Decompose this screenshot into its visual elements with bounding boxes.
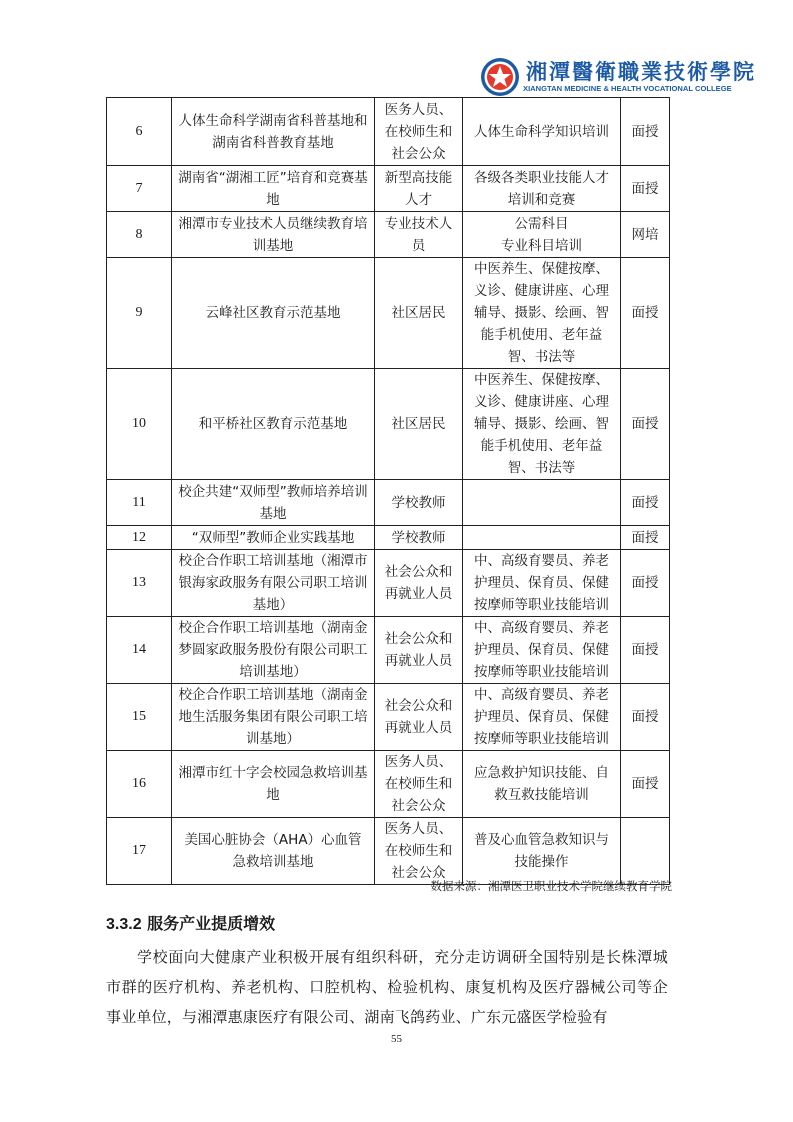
training-content: 各级各类职业技能人才培训和竞赛: [463, 166, 621, 212]
page-number: 55: [391, 1033, 402, 1045]
target-audience: 医务人员、在校师生和社会公众: [375, 98, 463, 166]
section-title: 服务产业提质增效: [147, 914, 276, 933]
training-content: 中、高级育婴员、养老护理员、保育员、保健按摩师等职业技能培训: [463, 684, 621, 751]
body-paragraph: 学校面向大健康产业积极开展有组织科研，充分走访调研全国特别是长株潭城市群的医疗机构、养老机构、口腔机构、检验机构、康复机构及医疗器械公司等企事业单位，与湘潭惠康医疗有限公司、湖南飞鸽药业、广东元盛医学检验有: [106, 948, 668, 1026]
target-audience: 医务人员、在校师生和社会公众: [375, 818, 463, 885]
base-name: 校企共建“双师型”教师培养培训基地: [172, 480, 375, 526]
base-name: 人体生命科学湖南省科普基地和湖南省科普教育基地: [172, 98, 375, 166]
training-mode: 面授: [621, 751, 670, 818]
training-mode: 面授: [621, 258, 670, 369]
table-row: [107, 818, 670, 885]
training-content: 普及心血管急救知识与技能操作: [463, 818, 621, 885]
school-emblem-icon: [480, 57, 520, 97]
training-mode: 面授: [621, 166, 670, 212]
row-number: 14: [107, 617, 172, 684]
row-number: 8: [107, 212, 172, 258]
target-audience: 医务人员、在校师生和社会公众: [375, 751, 463, 818]
section-heading: [106, 911, 275, 934]
base-name: 校企合作职工培训基地（湘潭市银海家政服务有限公司职工培训基地）: [172, 550, 375, 617]
base-name: “双师型”教师企业实践基地: [172, 526, 375, 550]
training-mode: 面授: [621, 369, 670, 480]
training-mode: 面授: [621, 98, 670, 166]
training-base-table: [106, 97, 670, 885]
training-content: 中医养生、保健按摩、义诊、健康讲座、心理辅导、摄影、绘画、智能手机使用、老年益智、书法等: [463, 258, 621, 369]
target-audience: 社区居民: [375, 369, 463, 480]
base-name: 湘潭市专业技术人员继续教育培训基地: [172, 212, 375, 258]
training-content: 中医养生、保健按摩、义诊、健康讲座、心理辅导、摄影、绘画、智能手机使用、老年益智、书法等: [463, 369, 621, 480]
base-name: 美国心脏协会（AHA）心血管急救培训基地: [172, 818, 375, 885]
target-audience: 专业技术人员: [375, 212, 463, 258]
training-content: 人体生命科学知识培训: [463, 98, 621, 166]
training-mode: 面授: [621, 526, 670, 550]
training-content: [463, 526, 621, 550]
table-row: [107, 369, 670, 480]
row-number: 10: [107, 369, 172, 480]
row-number: 15: [107, 684, 172, 751]
training-content: 应急救护知识技能、自救互救技能培训: [463, 751, 621, 818]
target-audience: 社会公众和再就业人员: [375, 617, 463, 684]
row-number: 7: [107, 166, 172, 212]
training-mode: [621, 818, 670, 885]
target-audience: 学校教师: [375, 480, 463, 526]
training-mode: 面授: [621, 684, 670, 751]
training-content: 中、高级育婴员、养老护理员、保育员、保健按摩师等职业技能培训: [463, 550, 621, 617]
table-row: [107, 684, 670, 751]
base-name: 校企合作职工培训基地（湖南金地生活服务集团有限公司职工培训基地）: [172, 684, 375, 751]
row-number: 16: [107, 751, 172, 818]
training-mode: 面授: [621, 617, 670, 684]
row-number: 12: [107, 526, 172, 550]
target-audience: 社会公众和再就业人员: [375, 684, 463, 751]
training-content: [463, 480, 621, 526]
training-mode: 面授: [621, 550, 670, 617]
training-mode: 面授: [621, 480, 670, 526]
school-name-en: XIANGTAN MEDICINE & HEALTH VOCATIONAL COLLEGE: [523, 84, 732, 93]
school-name-cn: 湘潭醫衛職業技術學院: [526, 59, 756, 84]
base-name: 湘潭市红十字会校园急救培训基地: [172, 751, 375, 818]
target-audience: 新型高技能人才: [375, 166, 463, 212]
target-audience: 社会公众和再就业人员: [375, 550, 463, 617]
target-audience: 社区居民: [375, 258, 463, 369]
row-number: 6: [107, 98, 172, 166]
page-header: [0, 0, 793, 96]
base-name: 校企合作职工培训基地（湖南金梦圆家政服务股份有限公司职工培训基地）: [172, 617, 375, 684]
row-number: 17: [107, 818, 172, 885]
table-row: [107, 166, 670, 212]
row-number: 11: [107, 480, 172, 526]
table-row: [107, 480, 670, 526]
target-audience: 学校教师: [375, 526, 463, 550]
table-row: [107, 258, 670, 369]
content-line: 专业科目培训: [501, 237, 582, 254]
content-line: 公需科目: [514, 215, 569, 232]
training-content: [463, 212, 621, 258]
base-name: 湖南省“湖湘工匠”培育和竞赛基地: [172, 166, 375, 212]
base-name: 和平桥社区教育示范基地: [172, 369, 375, 480]
row-number: 13: [107, 550, 172, 617]
table-row: [107, 526, 670, 550]
training-content: 中、高级育婴员、养老护理员、保育员、保健按摩师等职业技能培训: [463, 617, 621, 684]
table-row: [107, 212, 670, 258]
base-name: 云峰社区教育示范基地: [172, 258, 375, 369]
section-number: 3.3.2: [106, 916, 142, 933]
row-number: 9: [107, 258, 172, 369]
table-row: [107, 617, 670, 684]
table-row: [107, 98, 670, 166]
table-row: [107, 751, 670, 818]
training-mode: 网培: [621, 212, 670, 258]
data-source-note: 数据来源：湘潭医卫职业技术学院继续教育学院: [430, 879, 672, 893]
table-row: [107, 550, 670, 617]
